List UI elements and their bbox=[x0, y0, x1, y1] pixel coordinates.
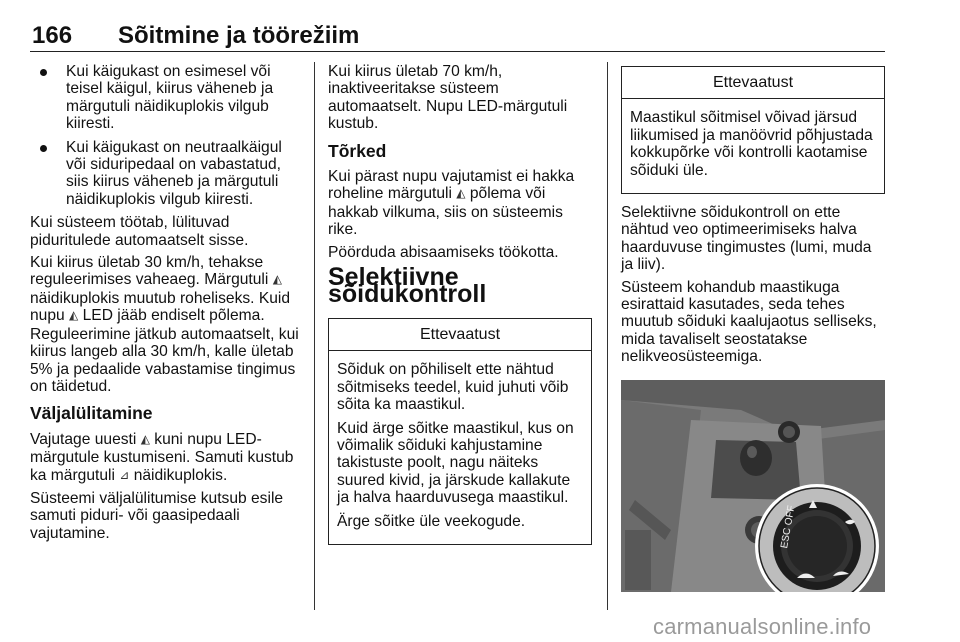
console-photo bbox=[621, 380, 885, 592]
column-divider bbox=[607, 62, 608, 610]
hill-descent-icon: ◭ bbox=[456, 186, 466, 201]
bullet-icon bbox=[40, 69, 47, 76]
hill-descent-icon: ◭ bbox=[69, 308, 79, 323]
warning-text: Sõiduk on põhiliselt ette nähtud sõitmiseks teedel, kuid juhuti võib sõita ka maastikul. bbox=[337, 361, 569, 414]
warning-text: Kuid ärge sõitke maastikul, kus on võimalik sõiduki kahjustamine takistuste poolt, nagu näiteks suured kivid, ja järskude kallakute ja halva haarduvusega maastikul. bbox=[337, 419, 574, 507]
paragraph: Kui kiirus ületab 30 km/h, tehakse reguleerimises vaheaeg. Märgutuli ◭ näidikuplokis muutub roheliseks. Kuid nupu ◭ LED jääb endiselt põlema. Reguleerimine jätkub automaatselt, kui kiirus langeb alla 30 km/h, kalle ületab 5% ja pedaalide vabastamise tingimus on täidetud. bbox=[30, 254, 299, 395]
bullet-item bbox=[30, 63, 302, 133]
paragraph: Selektiivne sõidukontroll on ette nähtud veo optimeerimiseks halva haarduvuse tingimustes (lumi, muda ja liiv). bbox=[621, 204, 872, 274]
column-middle bbox=[328, 63, 592, 545]
bullet-text: Kui käigukast on neutraalkäigul või siduripedaal on vabastatud, siis kiirus väheneb ja märgutuli näidikuplokis vilgub kiiresti. bbox=[66, 138, 282, 208]
page-header bbox=[30, 22, 885, 52]
section-heading: Väljalülitamine bbox=[30, 403, 153, 424]
hill-descent-icon: ◭ bbox=[272, 272, 282, 287]
paragraph: Kui pärast nupu vajutamist ei hakka roheline märgutuli ◭ põlema või hakkab vilkuma, siis on süsteemis rike. bbox=[328, 168, 575, 239]
paragraph: Pöörduda abisaamiseks töökotta. bbox=[328, 243, 559, 261]
warning-box bbox=[621, 66, 885, 194]
page-title: Sõitmine ja töörežiim bbox=[118, 22, 360, 49]
column-left bbox=[30, 63, 302, 547]
warning-box bbox=[328, 318, 592, 545]
column-divider bbox=[314, 62, 315, 610]
warning-title: Ettevaatust bbox=[329, 319, 591, 351]
paragraph: Süsteemi väljalülitumise kutsub esile samuti piduri- või gaasipedaali vajutamine. bbox=[30, 489, 284, 542]
warning-text: Maastikul sõitmisel võivad järsud liikumised ja manöövrid põhjustada kokkupõrke või kontrolli kaotamise sõiduki üle. bbox=[630, 109, 873, 179]
warning-body bbox=[622, 99, 884, 193]
bullet-text: Kui käigukast on esimesel või teisel käigul, kiirus väheneb ja märgutuli näidikuplokis vilgub kiiresti. bbox=[66, 63, 274, 133]
section-heading: Tõrked bbox=[328, 140, 387, 161]
warning-body bbox=[329, 351, 591, 544]
page-number: 166 bbox=[32, 22, 73, 49]
bullet-icon bbox=[40, 145, 47, 152]
paragraph: Kui süsteem töötab, lülituvad piduritulede automaatselt sisse. bbox=[30, 214, 249, 249]
esc-off-label: ESC OFF bbox=[779, 504, 798, 550]
warning-text: Ärge sõitke üle veekogude. bbox=[337, 512, 526, 530]
bullet-item bbox=[30, 139, 302, 209]
hill-descent-off-icon: ⊿ bbox=[119, 467, 130, 482]
hill-descent-icon: ◭ bbox=[140, 431, 150, 446]
column-right bbox=[621, 66, 885, 371]
warning-title: Ettevaatust bbox=[622, 67, 884, 99]
paragraph: Süsteem kohandub maastikuga esirattaid kasutades, seda tehes muutub sõiduki kaalujaotus selliseks, mida tavaliselt seostatakse nelikveosüsteemiga. bbox=[621, 278, 877, 366]
console-illustration bbox=[621, 380, 885, 592]
paragraph: Kui kiirus ületab 70 km/h, inaktiveeritakse süsteem automaatselt. Nupu LED-märgutuli kustub. bbox=[328, 63, 568, 133]
chapter-heading: Selektiivne sõidukontroll bbox=[328, 263, 487, 309]
watermark: carmanualsonline.info bbox=[653, 614, 872, 639]
paragraph: Vajutage uuesti ◭ kuni nupu LED-märgutule kustumiseni. Samuti kustub ka märgutuli ⊿ näidikuplokis. bbox=[30, 430, 294, 484]
